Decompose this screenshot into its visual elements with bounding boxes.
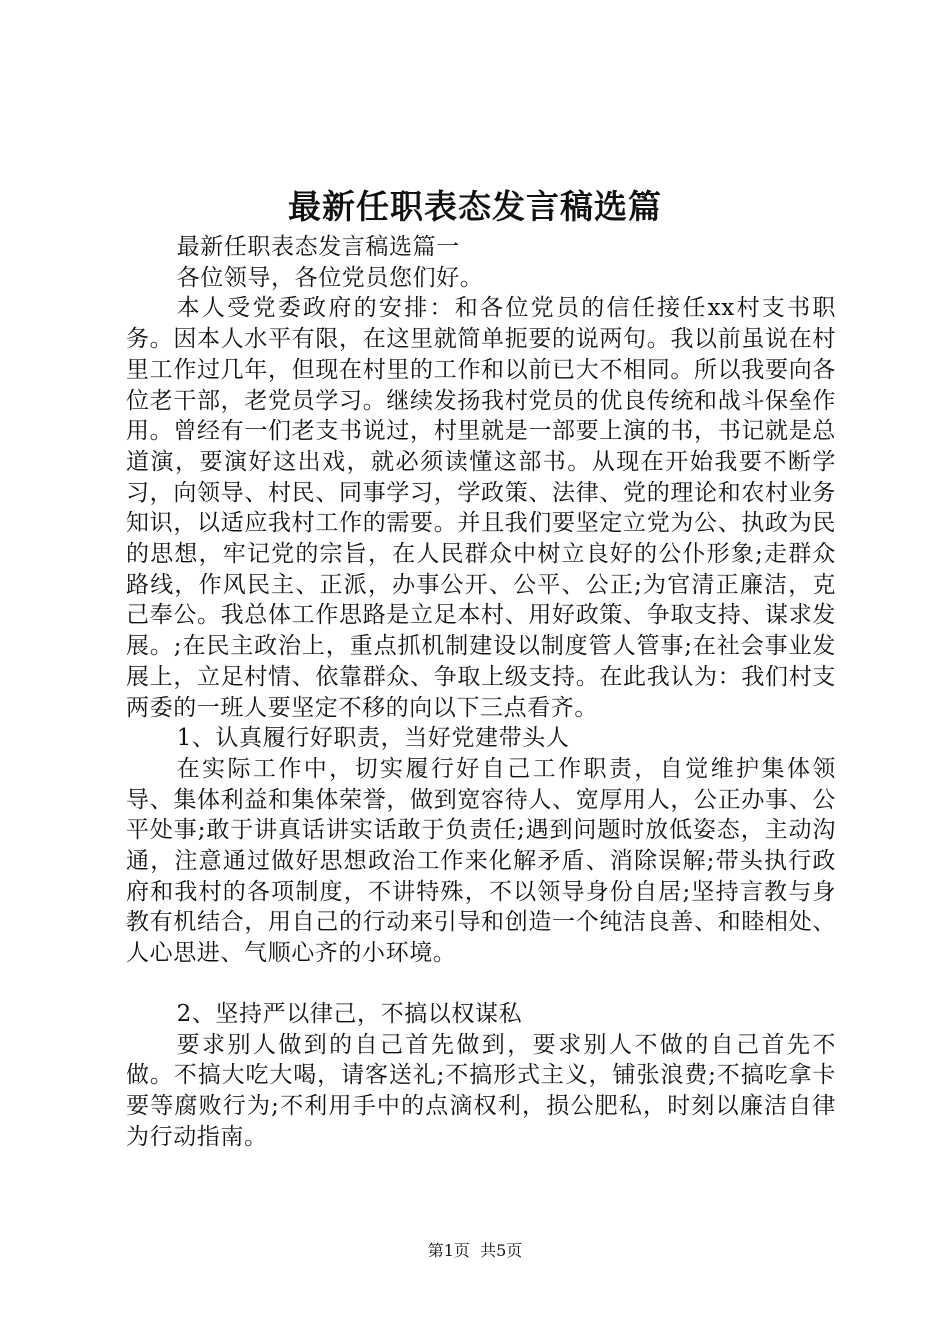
paragraph-section-2: 要求别人做到的自己首先做到，要求别人不做的自己首先不做。不搞大吃大喝，请客送礼;不搞形式主义，铺张浪费;不搞吃拿卡要等腐败行为;不利用手中的点滴权利，损公肥私，时刻以廉洁自律为行动指南。 [126, 1031, 836, 1150]
document-body [126, 232, 836, 1152]
paragraph-subtitle: 最新任职表态发言稿选篇一 [176, 234, 460, 260]
paragraph-greeting: 各位领导，各位党员您们好。 [176, 264, 484, 291]
section-heading-2: 2、坚持严以律己，不搞以权谋私 [176, 1000, 523, 1027]
paragraph-intro: 本人受党委政府的安排：和各位党员的信任接任xx村支书职务。因本人水平有限，在这里就简单扼要的说两句。我以前虽说在村里工作过几年，但现在村里的工作和以前已大不相同。所以我要向各位老干部，老党员学习。继续发扬我村党员的优良传统和战斗保垒作用。曾经有一们老支书说过，村里就是一部要上演的书，书记就是总道演，要演好这出戏，就必须读懂这部书。从现在开始我要不断学习，向领导、村民、同事学习，学政策、法律、党的理论和农村业务知识，以适应我村工作的需要。并且我们要坚定立党为公、执政为民的思想，牢记党的宗旨，在人民群众中树立良好的公仆形象;走群众路线，作风民主、正派，办事公开、公平、公正;为官清正廉洁，克己奉公。我总体工作思路是立足本村、用好政策、争取支持、谋求发展。;在民主政治上，重点抓机制建设以制度管人管事;在社会事业发展上，立足村情、依靠群众、争取上级支持。在此我认为：我们村支两委的一班人要坚定不移的向以下三点看齐。 [126, 295, 836, 721]
section-heading-1: 1、认真履行好职责，当好党建带头人 [176, 725, 570, 752]
paragraph-section-1: 在实际工作中，切实履行好自己工作职责，自觉维护集体领导、集体利益和集体荣誉，做到宽容待人、宽厚用人，公正办事、公平处事;敢于讲真话讲实话敢于负责任;遇到问题时放低姿态，主动沟通，注意通过做好思想政治工作来化解矛盾、消除误解;带头执行政府和我村的各项制度，不讲特殊，不以领导身份自居;坚持言教与身教有机结合，用自己的行动来引导和创造一个纯洁良善、和睦相处、人心思进、气顺心齐的小环境。 [126, 755, 836, 967]
page-footer: 第1页 共5页 [427, 1241, 523, 1260]
document-title: 最新任职表态发言稿选篇 [288, 187, 662, 226]
